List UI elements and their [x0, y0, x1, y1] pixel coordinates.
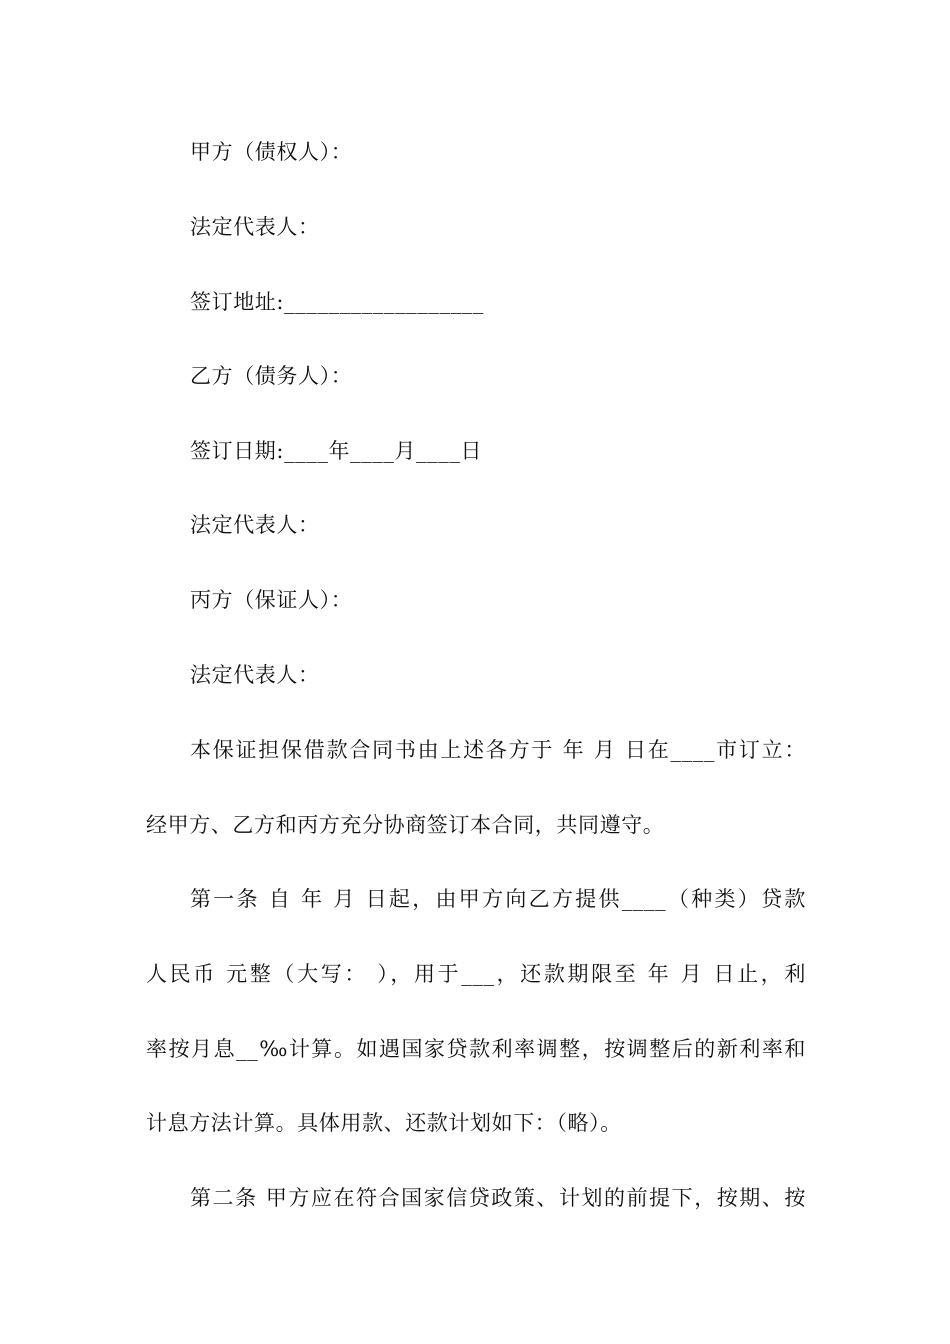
article-one-line-4: 计息方法计算。具体用款、还款计划如下：（略）。 — [146, 1111, 622, 1135]
party-b-line: 乙方（债务人）： — [190, 364, 353, 388]
party-c-line: 丙方（保证人）： — [190, 588, 353, 612]
article-one-line-2: 人民币 元整（大写： ），用于___，还款期限至 年 月 日止，利 — [146, 962, 806, 986]
article-one-line-1: 第一条 自 年 月 日起，由甲方向乙方提供____（种类）贷款 — [190, 887, 806, 911]
article-two-line-1: 第二条 甲方应在符合国家信贷政策、计划的前提下，按期、按 — [190, 1186, 806, 1210]
signing-date-line: 签订日期:____年____月____日 — [190, 439, 483, 463]
contract-intro-continuation: 经甲方、乙方和丙方充分协商签订本合同，共同遵守。 — [146, 813, 665, 837]
party-a-line: 甲方（债权人）： — [190, 140, 353, 164]
article-one-line-3: 率按月息__‰计算。如遇国家贷款利率调整，按调整后的新利率和 — [146, 1037, 806, 1061]
party-b-representative-line: 法定代表人： — [190, 513, 320, 537]
signing-address-line: 签订地址:__________________ — [190, 290, 484, 314]
contract-intro-line: 本保证担保借款合同书由上述各方于 年 月 日在____市订立： — [190, 738, 806, 762]
party-c-representative-line: 法定代表人： — [190, 663, 320, 687]
party-a-representative-line: 法定代表人： — [190, 215, 320, 239]
